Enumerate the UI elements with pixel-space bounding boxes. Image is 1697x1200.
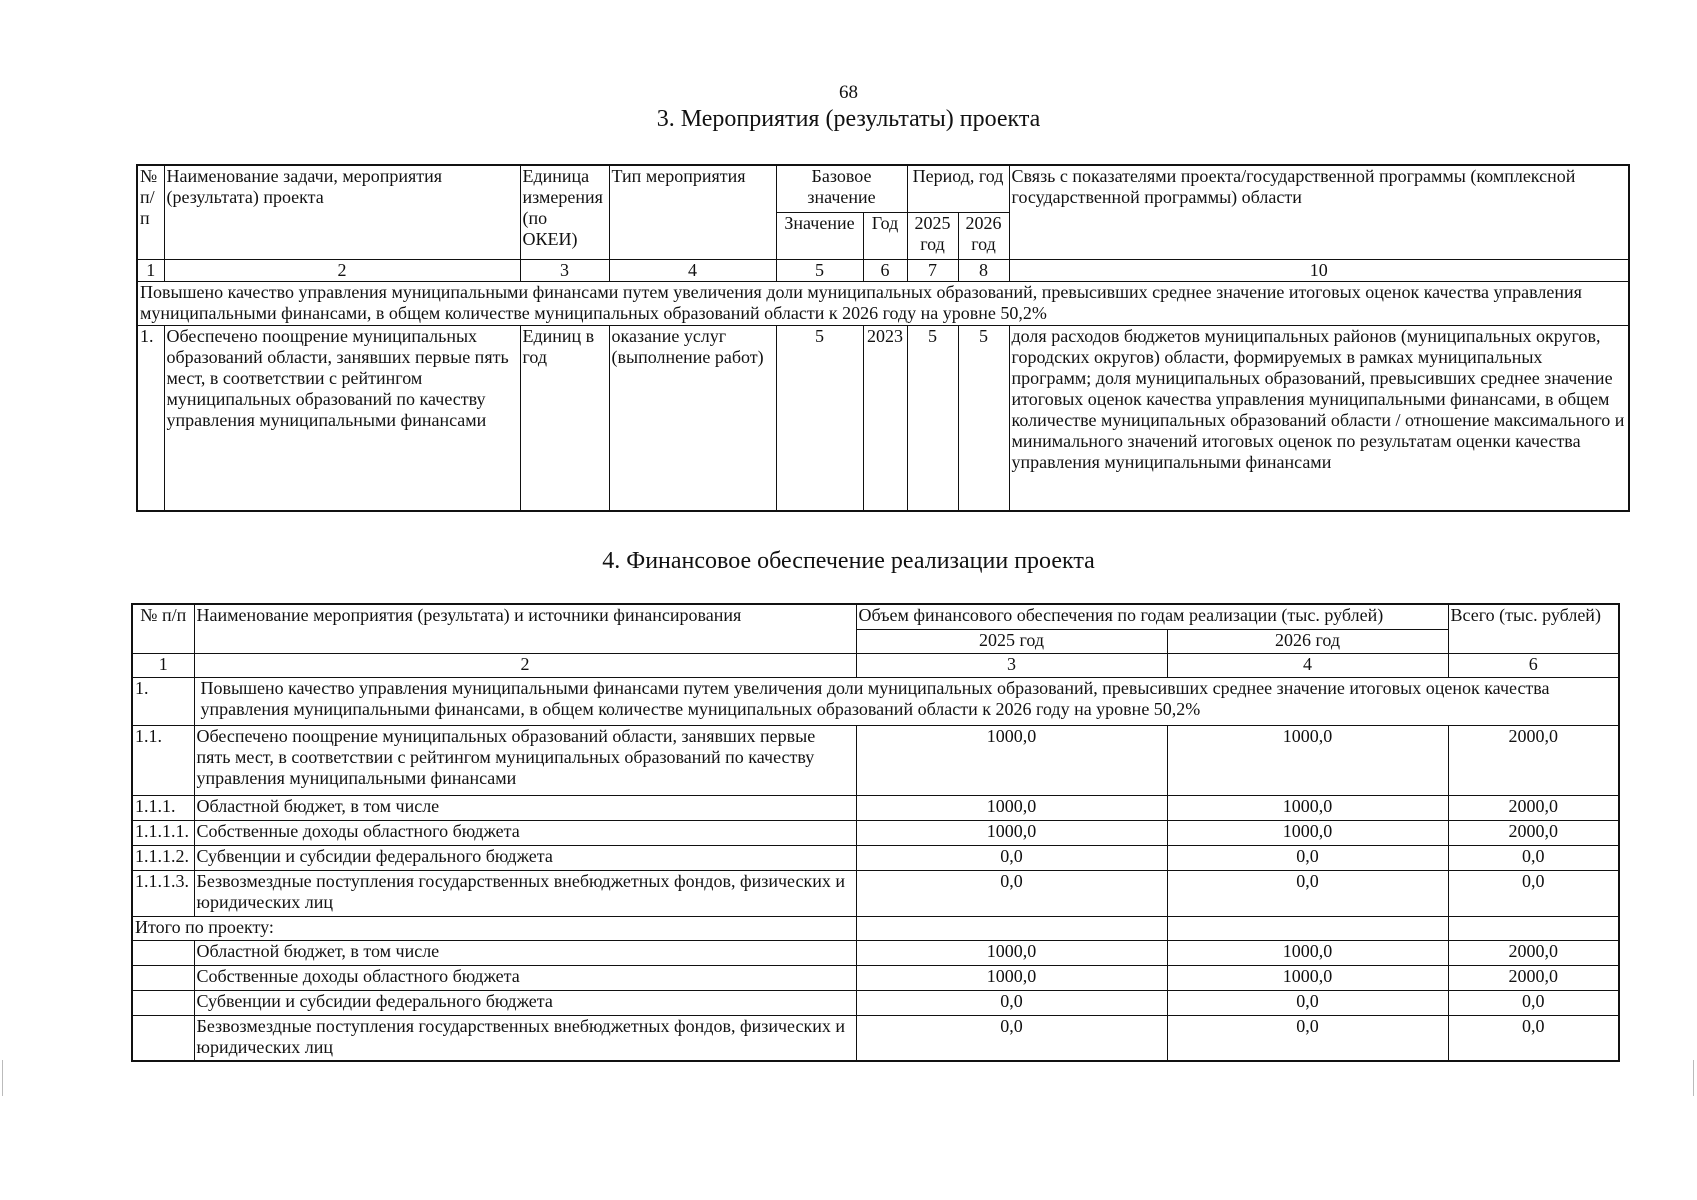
fin-row-2025: 1000,0 [856, 820, 1167, 845]
col-number: 2 [194, 653, 856, 677]
fin-row [132, 845, 1619, 870]
col-header-name: Наименование задачи, мероприятия (результата) проекта [164, 165, 520, 259]
col-number: 4 [609, 259, 776, 281]
fin-row-name: Областной бюджет, в том числе [194, 795, 856, 820]
fin-row-num: 1.1. [132, 725, 194, 795]
fin-task-num: 1. [132, 677, 194, 725]
fin-header-name: Наименование мероприятия (результата) и источники финансирования [194, 604, 856, 653]
col-number: 7 [907, 259, 958, 281]
fin-row-total: 0,0 [1448, 870, 1619, 916]
scan-edge-mark [1693, 1060, 1694, 1096]
col-header-base-value: Значение [776, 212, 863, 259]
fin-row-2025: 0,0 [856, 845, 1167, 870]
activities-table [136, 164, 1630, 512]
scan-edge-mark [2, 1060, 3, 1096]
col-header-2025: 2025 год [907, 212, 958, 259]
fin-header-2026: 2026 год [1167, 629, 1448, 653]
col-header-period: Период, год [907, 165, 1009, 212]
total-row-2025: 1000,0 [856, 965, 1167, 990]
page-number: 68 [839, 82, 858, 103]
total-row-name: Субвенции и субсидии федерального бюджета [194, 990, 856, 1015]
total-row-name: Собственные доходы областного бюджета [194, 965, 856, 990]
total-row-2025: 0,0 [856, 990, 1167, 1015]
col-number: 3 [520, 259, 609, 281]
empty-cell [132, 940, 194, 965]
total-row [132, 990, 1619, 1015]
activity-type: оказание услуг (выполнение работ) [609, 325, 776, 511]
empty-cell [856, 916, 1167, 940]
empty-cell [132, 965, 194, 990]
fin-row-2025: 0,0 [856, 870, 1167, 916]
activity-link: доля расходов бюджетов муниципальных районов (муниципальных округов, городских округов) области, формируемых в рамках муниципальных программ; доля муниципальных образований, превысивших среднее значение итоговых оценок качества управления муниципальными финансами, в общем количестве муниципальных образований области / отношение максимального и минимального значений итоговых оценок по результатам оценки качества управления муниципальными финансами [1009, 325, 1629, 511]
fin-header-total: Всего (тыс. рублей) [1448, 604, 1619, 653]
total-row-2025: 1000,0 [856, 940, 1167, 965]
total-row-2026: 1000,0 [1167, 965, 1448, 990]
col-header-num: № п/п [137, 165, 164, 259]
fin-row-2026: 0,0 [1167, 870, 1448, 916]
fin-row-total: 2000,0 [1448, 725, 1619, 795]
section-4-title: 4. Финансовое обеспечение реализации проекта [602, 548, 1095, 574]
task-row: Повышено качество управления муниципальными финансами путем увеличения доли муниципальных образований, превысивших среднее значение итоговых оценок качества управления муниципальными финансами, в общем количестве муниципальных образований области к 2026 году на уровне 50,2% [137, 281, 1629, 325]
col-number: 4 [1167, 653, 1448, 677]
total-row [132, 965, 1619, 990]
fin-task-text: Повышено качество управления муниципальными финансами путем увеличения доли муниципальных образований, превысивших среднее значение итоговых оценок качества управления муниципальными финансами, в общем количестве муниципальных образований области к 2026 году на уровне 50,2% [194, 677, 1619, 725]
activity-base-year: 2023 [863, 325, 907, 511]
empty-cell [1167, 916, 1448, 940]
col-number: 1 [132, 653, 194, 677]
col-header-type: Тип мероприятия [609, 165, 776, 259]
total-row [132, 940, 1619, 965]
fin-header-2025: 2025 год [856, 629, 1167, 653]
col-header-unit: Единица измерения (по ОКЕИ) [520, 165, 609, 259]
empty-cell [132, 1015, 194, 1061]
total-row-total: 0,0 [1448, 1015, 1619, 1061]
activity-2025: 5 [907, 325, 958, 511]
fin-row [132, 795, 1619, 820]
total-label: Итого по проекту: [132, 916, 856, 940]
col-number: 5 [776, 259, 863, 281]
col-number: 3 [856, 653, 1167, 677]
fin-row-2026: 1000,0 [1167, 820, 1448, 845]
fin-column-numbers-row [132, 653, 1619, 677]
fin-row-name: Субвенции и субсидии федерального бюджета [194, 845, 856, 870]
fin-row-num: 1.1.1. [132, 795, 194, 820]
fin-row-2026: 1000,0 [1167, 795, 1448, 820]
total-row-total: 2000,0 [1448, 940, 1619, 965]
activity-base-value: 5 [776, 325, 863, 511]
fin-row-2026: 0,0 [1167, 845, 1448, 870]
col-header-base-year: Год [863, 212, 907, 259]
fin-row-num: 1.1.1.3. [132, 870, 194, 916]
total-row-total: 0,0 [1448, 990, 1619, 1015]
total-row-2025: 0,0 [856, 1015, 1167, 1061]
fin-row-name: Собственные доходы областного бюджета [194, 820, 856, 845]
total-row-2026: 0,0 [1167, 1015, 1448, 1061]
activity-2026: 5 [958, 325, 1009, 511]
total-row-total: 2000,0 [1448, 965, 1619, 990]
fin-row-2026: 1000,0 [1167, 725, 1448, 795]
col-number: 8 [958, 259, 1009, 281]
fin-row-total: 2000,0 [1448, 820, 1619, 845]
fin-row-total: 2000,0 [1448, 795, 1619, 820]
empty-cell [132, 990, 194, 1015]
fin-row-total: 0,0 [1448, 845, 1619, 870]
fin-row-2025: 1000,0 [856, 725, 1167, 795]
col-header-link: Связь с показателями проекта/государственной программы (комплексной государственной программы) области [1009, 165, 1629, 259]
fin-row-num: 1.1.1.1. [132, 820, 194, 845]
financing-table [131, 603, 1620, 1062]
activity-row [137, 325, 1629, 511]
fin-header-num: № п/п [132, 604, 194, 653]
empty-cell [1448, 916, 1619, 940]
col-number: 2 [164, 259, 520, 281]
fin-row [132, 725, 1619, 795]
fin-row-2025: 1000,0 [856, 795, 1167, 820]
fin-row-num: 1.1.1.2. [132, 845, 194, 870]
activity-num: 1. [137, 325, 164, 511]
total-row-2026: 0,0 [1167, 990, 1448, 1015]
fin-header-volume: Объем финансового обеспечения по годам реализации (тыс. рублей) [856, 604, 1448, 629]
col-header-base: Базовое значение [776, 165, 907, 212]
fin-row [132, 870, 1619, 916]
activity-name: Обеспечено поощрение муниципальных образований области, занявших первые пять мест, в соответствии с рейтингом муниципальных образований по качеству управления муниципальными финансами [164, 325, 520, 511]
fin-row-name: Безвозмездные поступления государственных внебюджетных фондов, физических и юридических лиц [194, 870, 856, 916]
col-header-2026: 2026 год [958, 212, 1009, 259]
fin-row [132, 820, 1619, 845]
col-number: 1 [137, 259, 164, 281]
col-number: 10 [1009, 259, 1629, 281]
fin-row-name: Обеспечено поощрение муниципальных образований области, занявших первые пять мест, в соответствии с рейтингом муниципальных образований по качеству управления муниципальными финансами [194, 725, 856, 795]
total-row [132, 1015, 1619, 1061]
total-row-2026: 1000,0 [1167, 940, 1448, 965]
col-number: 6 [863, 259, 907, 281]
total-row-name: Областной бюджет, в том числе [194, 940, 856, 965]
section-3-title: 3. Мероприятия (результаты) проекта [656, 106, 1041, 132]
total-row-name: Безвозмездные поступления государственных внебюджетных фондов, физических и юридических лиц [194, 1015, 856, 1061]
column-numbers-row [137, 259, 1629, 281]
col-number: 6 [1448, 653, 1619, 677]
activity-unit: Единиц в год [520, 325, 609, 511]
